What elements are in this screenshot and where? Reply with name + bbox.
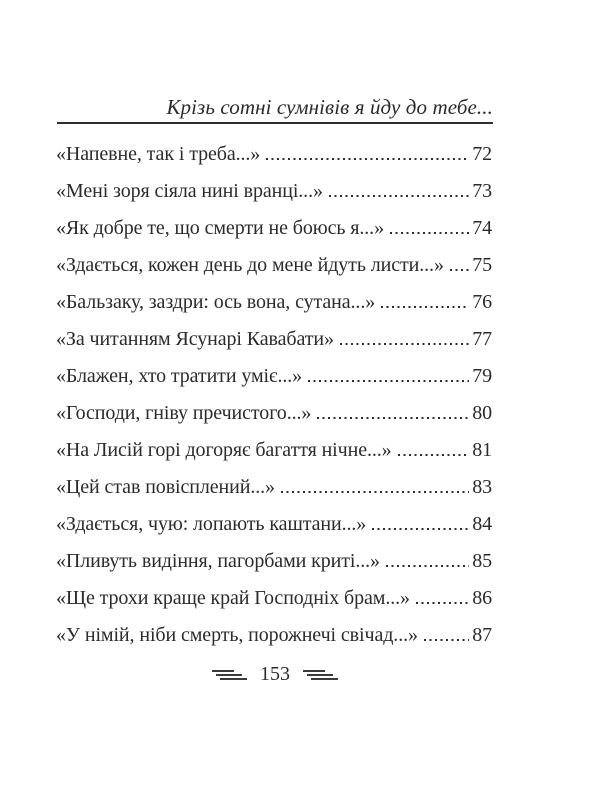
toc-entry-page-number: 77 — [472, 328, 492, 350]
footer-ornament-left — [212, 668, 247, 680]
toc-entry — [56, 584, 492, 612]
dot-leader — [398, 454, 470, 456]
toc-entry-page-number: 81 — [472, 439, 492, 461]
toc-list — [56, 140, 492, 649]
toc-entry — [56, 214, 492, 242]
toc-entry-page-number: 85 — [472, 550, 492, 572]
toc-entry-title: «Здається, чую: лопають каштани...» — [56, 513, 367, 535]
toc-entry-title: «Бальзаку, заздри: ось вона, сутана...» — [56, 291, 376, 313]
toc-entry — [56, 510, 492, 538]
toc-entry — [56, 473, 492, 501]
toc-entry-page-number: 74 — [472, 217, 492, 239]
footer-ornament-right — [303, 668, 338, 680]
page-number: 153 — [260, 663, 290, 685]
dot-leader — [416, 602, 469, 604]
toc-entry-page-number: 80 — [472, 402, 492, 424]
toc-entry-page-number: 73 — [472, 180, 492, 202]
dot-leader — [390, 232, 469, 234]
toc-entry-title: «На Лисій горі догоряє багаття нічне...» — [56, 439, 392, 461]
page-header — [57, 94, 493, 124]
toc-entry-title: «Пливуть видіння, пагорбами криті...» — [56, 550, 380, 572]
toc-entry-title: «Мені зоря сіяла нині вранці...» — [56, 180, 323, 202]
toc-entry-title: «Господи, гніву пречистого...» — [56, 402, 312, 424]
toc-entry — [56, 140, 492, 168]
toc-entry-title: «У німій, ніби смерть, порожнечі свічад...» — [56, 624, 418, 646]
dot-leader — [266, 158, 469, 160]
dot-leader — [317, 417, 469, 419]
toc-entry-page-number: 72 — [472, 143, 492, 165]
toc-entry-title: «За читанням Ясунарі Кавабати» — [56, 328, 334, 350]
toc-entry-page-number: 86 — [472, 587, 492, 609]
toc-entry — [56, 362, 492, 390]
dot-leader — [450, 269, 469, 271]
dot-leader — [372, 528, 469, 530]
toc-entry — [56, 325, 492, 353]
toc-entry-page-number: 83 — [472, 476, 492, 498]
toc-entry — [56, 399, 492, 427]
dot-leader — [340, 343, 469, 345]
header-rule — [57, 122, 493, 124]
toc-entry-title: «Напевне, так і треба...» — [56, 143, 261, 165]
toc-entry-page-number: 76 — [472, 291, 492, 313]
dot-leader — [329, 195, 469, 197]
toc-entry-page-number: 87 — [472, 624, 492, 646]
toc-entry — [56, 288, 492, 316]
toc-entry-title: «Цей став повісплений...» — [56, 476, 275, 498]
dot-leader — [424, 639, 469, 641]
dot-leader — [386, 565, 469, 567]
toc-entry — [56, 436, 492, 464]
toc-entry-title: «Ще трохи краще край Господніх брам...» — [56, 587, 410, 609]
toc-entry — [56, 177, 492, 205]
running-title: Крізь сотні сумнівів я йду до тебе... — [166, 95, 493, 119]
toc-entry — [56, 547, 492, 575]
dot-leader — [381, 306, 469, 308]
toc-entry — [56, 621, 492, 649]
toc-entry-title: «Як добре те, що смерти не боюсь я...» — [56, 217, 384, 239]
dot-leader — [281, 491, 469, 493]
toc-entry — [56, 251, 492, 279]
toc-entry-page-number: 84 — [472, 513, 492, 535]
toc-entry-title: «Здається, кожен день до мене йдуть листи...» — [56, 254, 444, 276]
dot-leader — [308, 380, 469, 382]
toc-entry-page-number: 75 — [472, 254, 492, 276]
toc-entry-page-number: 79 — [472, 365, 492, 387]
page-footer — [57, 661, 493, 687]
toc-entry-title: «Блажен, хто тратити уміє...» — [56, 365, 303, 387]
